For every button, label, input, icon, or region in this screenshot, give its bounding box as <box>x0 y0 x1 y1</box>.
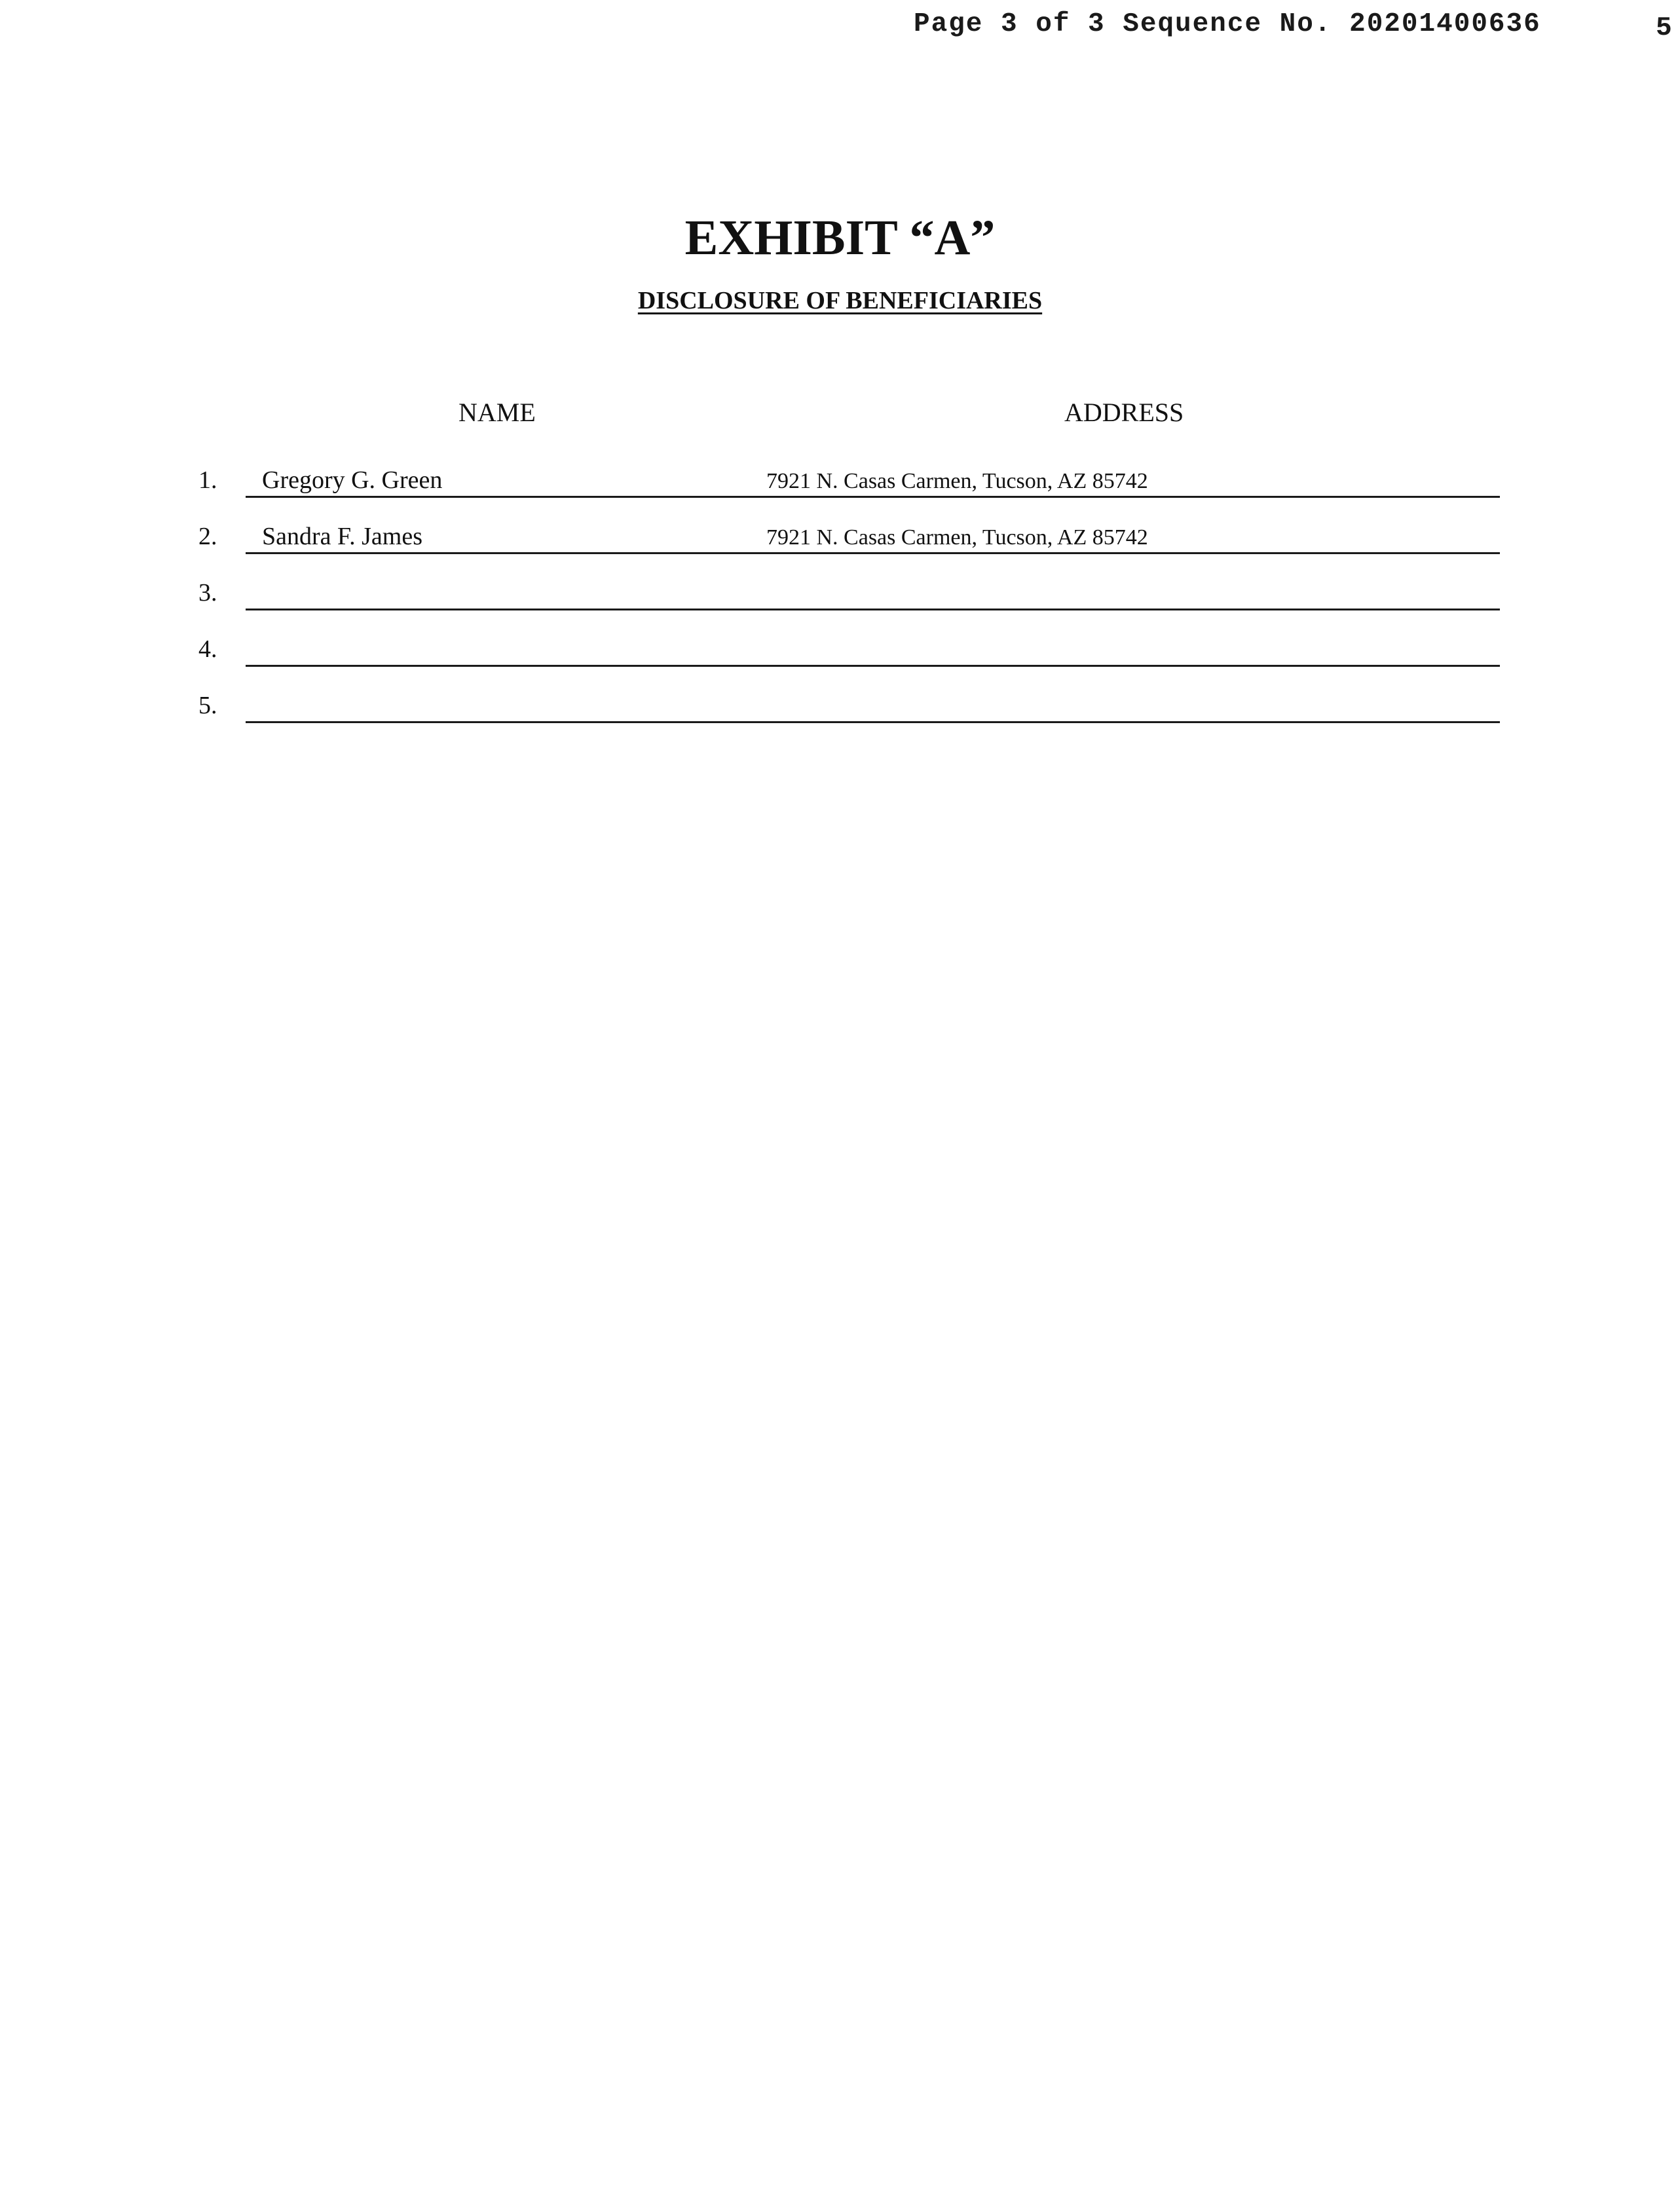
beneficiary-address: 7921 N. Casas Carmen, Tucson, AZ 85742 <box>766 525 1148 550</box>
row-number: 2. <box>198 523 217 550</box>
column-header-address: ADDRESS <box>1064 398 1184 427</box>
row-number: 3. <box>198 579 217 607</box>
beneficiary-name: Sandra F. James <box>262 523 422 550</box>
beneficiary-row <box>0 459 1680 498</box>
fill-in-line <box>246 721 1500 723</box>
beneficiary-row <box>0 515 1680 554</box>
edge-mark: 5 <box>1656 13 1672 43</box>
page-sequence-stamp: Page 3 of 3 Sequence No. 20201400636 <box>914 9 1541 39</box>
fill-in-line <box>246 552 1500 554</box>
fill-in-line <box>246 609 1500 610</box>
beneficiary-name: Gregory G. Green <box>262 466 443 494</box>
beneficiary-row <box>0 628 1680 667</box>
beneficiary-row <box>0 571 1680 610</box>
row-number: 4. <box>198 635 217 663</box>
fill-in-line <box>246 665 1500 667</box>
column-header-name: NAME <box>458 398 536 427</box>
row-number: 5. <box>198 692 217 719</box>
fill-in-line <box>246 496 1500 498</box>
row-number: 1. <box>198 466 217 494</box>
exhibit-subtitle: DISCLOSURE OF BENEFICIARIES <box>637 287 1043 314</box>
beneficiary-row <box>0 684 1680 723</box>
beneficiary-address: 7921 N. Casas Carmen, Tucson, AZ 85742 <box>766 469 1148 493</box>
exhibit-title: EXHIBIT “A” <box>684 210 996 265</box>
